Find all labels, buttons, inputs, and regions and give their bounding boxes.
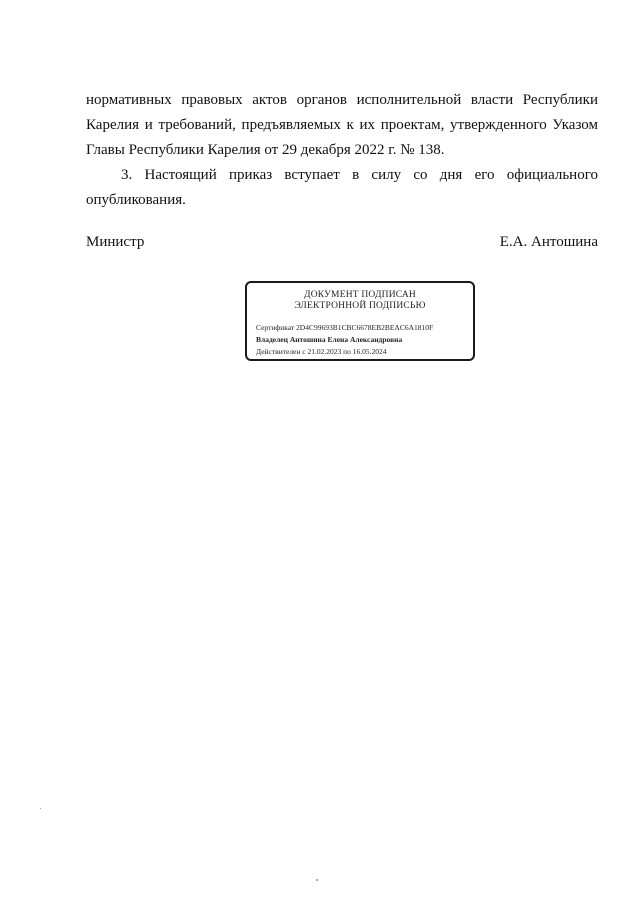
paragraph-line: нормативных правовых актов органов исполнительной власти Республики <box>86 92 598 108</box>
signer-name: Е.А. Антошина <box>499 234 598 250</box>
paragraph-line: Главы Республики Карелия от 29 декабря 2022 г. № 138. <box>86 142 445 158</box>
stamp-title-line: ДОКУМЕНТ ПОДПИСАН <box>304 290 416 300</box>
signature-row <box>86 232 598 252</box>
stamp-title <box>247 290 473 312</box>
stamp-owner: Владелец Антошина Елена Александровна <box>256 335 403 344</box>
paragraph-item-3 <box>86 163 598 213</box>
signer-position: Министр <box>86 234 145 250</box>
stamp-certificate: Сертификат 2D4C99693B1CBC6678EB2BEAC6A1810F <box>256 323 434 332</box>
paragraph-line: Карелия и требований, предъявляемых к их проектам, утвержденного Указом <box>86 117 598 133</box>
stamp-validity: Действителен с 21.02.2023 по 16.05.2024 <box>256 347 387 356</box>
paragraph-continuation <box>86 88 598 163</box>
scan-speck <box>40 808 41 809</box>
paragraph-line: опубликования. <box>86 192 186 208</box>
scan-speck <box>316 879 318 881</box>
electronic-signature-stamp <box>245 281 475 361</box>
stamp-title-line: ЭЛЕКТРОННОЙ ПОДПИСЬЮ <box>294 301 426 311</box>
paragraph-line: 3. Настоящий приказ вступает в силу со дня его официального <box>121 167 598 183</box>
